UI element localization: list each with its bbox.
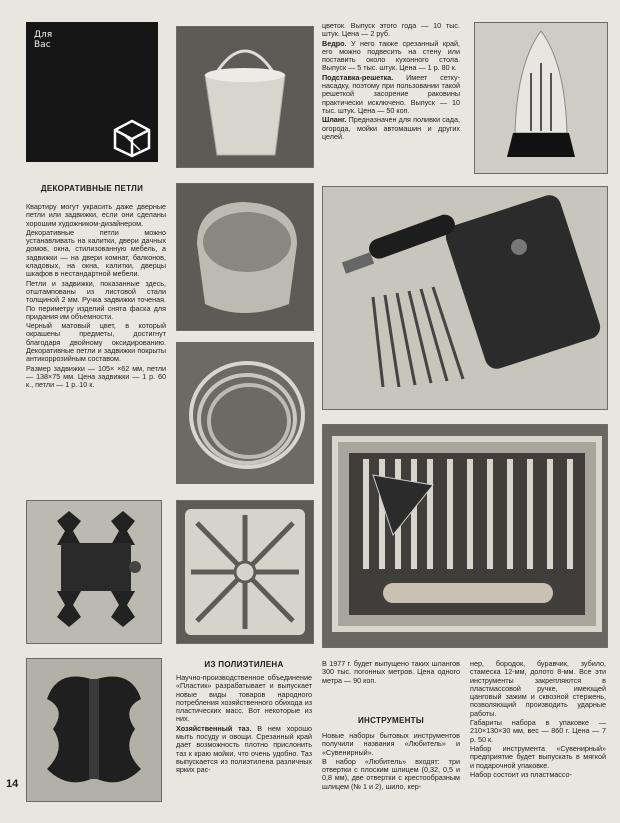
hinge-icon: [27, 659, 161, 801]
paragraph: Петли и задвижки, показанные здесь, отштампованы из листовой стали толщиной 2 мм. Ручка задвижки точеная. По периметру изделий снята фаска для придания им объемности.: [26, 278, 166, 321]
paragraph: Ведро. У него также срезанный край, его можно подвесить на стену или поставить около кухонного стола. Выпуск — 5 тыс. штук. Цена — 1 р. 80 к.: [322, 38, 460, 73]
souvenir-set-photo: [474, 22, 608, 174]
bucket-icon: [177, 27, 313, 167]
paragraph: Подставка-решетка. Имеет сетку-насадку, поэтому при пользовании такой решеткой засорение раковины практически исключено. Выпуск — 10 тыс. штук. Цена — 50 коп.: [322, 72, 461, 115]
tool-case-photo: [322, 186, 608, 410]
hose-icon: [177, 343, 313, 483]
tool-case-icon: [323, 187, 607, 409]
basin-icon: [177, 184, 313, 330]
tools-article: [322, 732, 460, 792]
latch-photo: [26, 500, 162, 644]
paragraph: цветок. Выпуск этого года — 10 тыс. штук. Цена — 2 руб.: [322, 21, 460, 39]
grate-icon: [177, 501, 313, 643]
section-title-tools: ИНСТРУМЕНТЫ: [358, 716, 424, 725]
latch-icon: [27, 501, 161, 643]
tools-article-cont: [470, 660, 606, 780]
polyethylene-article-cont: [322, 22, 460, 142]
page-number: 14: [6, 778, 19, 790]
paragraph: Новые наборы бытовых инструментов получили названия «Любитель» и «Сувенирный».: [322, 731, 460, 757]
polyethylene-article: [176, 674, 312, 776]
section-title-hinges: ДЕКОРАТИВНЫЕ ПЕТЛИ: [40, 184, 144, 193]
souvenir-tool-set-icon: [475, 23, 607, 173]
hose-cont: В 1977 г. будет выпущено таких шлангов 300 тыс. погонных метров. Цена одного метра — 90 коп.: [322, 659, 460, 685]
cube-logo-icon: [112, 118, 152, 158]
paragraph: Квартиру могут украсить даже дверные петли или задвижки, если они сделаны хорошим художником-дизайнером.: [26, 202, 166, 228]
basin-photo: [176, 183, 314, 331]
paragraph: Набор состоит из пластмассо-: [470, 769, 572, 779]
bucket-photo: [176, 26, 314, 168]
hinges-article: [26, 203, 166, 391]
paragraph: Декоративные петли можно устанавливать на калитки, двери дачных домов, окна, стилизованную мебель, а задвижки — на двери комнат, балконов, кладовых, на окна, калитки, дверцы шкафов в нестандартной мебели.: [26, 227, 166, 279]
grate-photo: [176, 500, 314, 644]
tool-box-photo: [322, 424, 608, 648]
hinge-photo: [26, 658, 162, 802]
paragraph: Набор инструмента «Сувенирный» предприятие будет выпускать в мягкой и подарочной упаковке.: [470, 743, 606, 770]
paragraph: Черный матовый цвет, в который окрашены предметы, достигнут благодаря двойному оксидированию. Декоративные петли и задвижки покрыты антикоррозийным составом.: [26, 321, 166, 364]
paragraph: Габариты набора в упаковке — 210×130×30 мм, вес — 860 г. Цена — 7 р. 50 к.: [470, 718, 606, 744]
rubric-title: Для Вас: [34, 30, 53, 50]
paragraph: нер, бородок, буравчик, зубило, стамеска 12-мм, долото 8-мм. Все эти инструменты закрепляются в пластмассовой ручке, имеющей цанговый зажим и сквозной стержень, позволяющий производить ударные работы.: [470, 659, 606, 718]
paragraph: Хозяйственный таз. В нем хорошо мыть посуду и овощи. Срезанный край дает возможность плотно прислонить таз к краю мойки, что очень удобно. Таз выпускается из полиэтилена различных ярких рас-: [176, 723, 312, 775]
tool-box-icon: [323, 425, 607, 647]
paragraph: Шланг. Предназначен для поливки сада, огорода, мойки автомашин и других целей.: [322, 115, 460, 141]
paragraph: Научно-производственное объединение «Пластик» разрабатывает и выпускает новые виды товаров народного потребления хозяйственного обихода из пластических масс. Вот некоторые из них.: [176, 673, 312, 724]
paragraph: Размер задвижки — 105× ×62 мм, петли — 138×75 мм. Цена задвижки — 1 р. 60 к., петли — 1 р. 10 к.: [26, 363, 166, 390]
rubric-logo: [26, 22, 158, 162]
paragraph: В набор «Любитель» входят: три отвертки с плоским шлицем (0,32, 0,5 и 0,8 мм), две отвертки с крестообразным шлицем (№ 1 и 2), шило, кер-: [322, 756, 460, 791]
hose-photo: [176, 342, 314, 484]
section-title-polyethylene: ИЗ ПОЛИЭТИЛЕНА: [204, 660, 284, 669]
